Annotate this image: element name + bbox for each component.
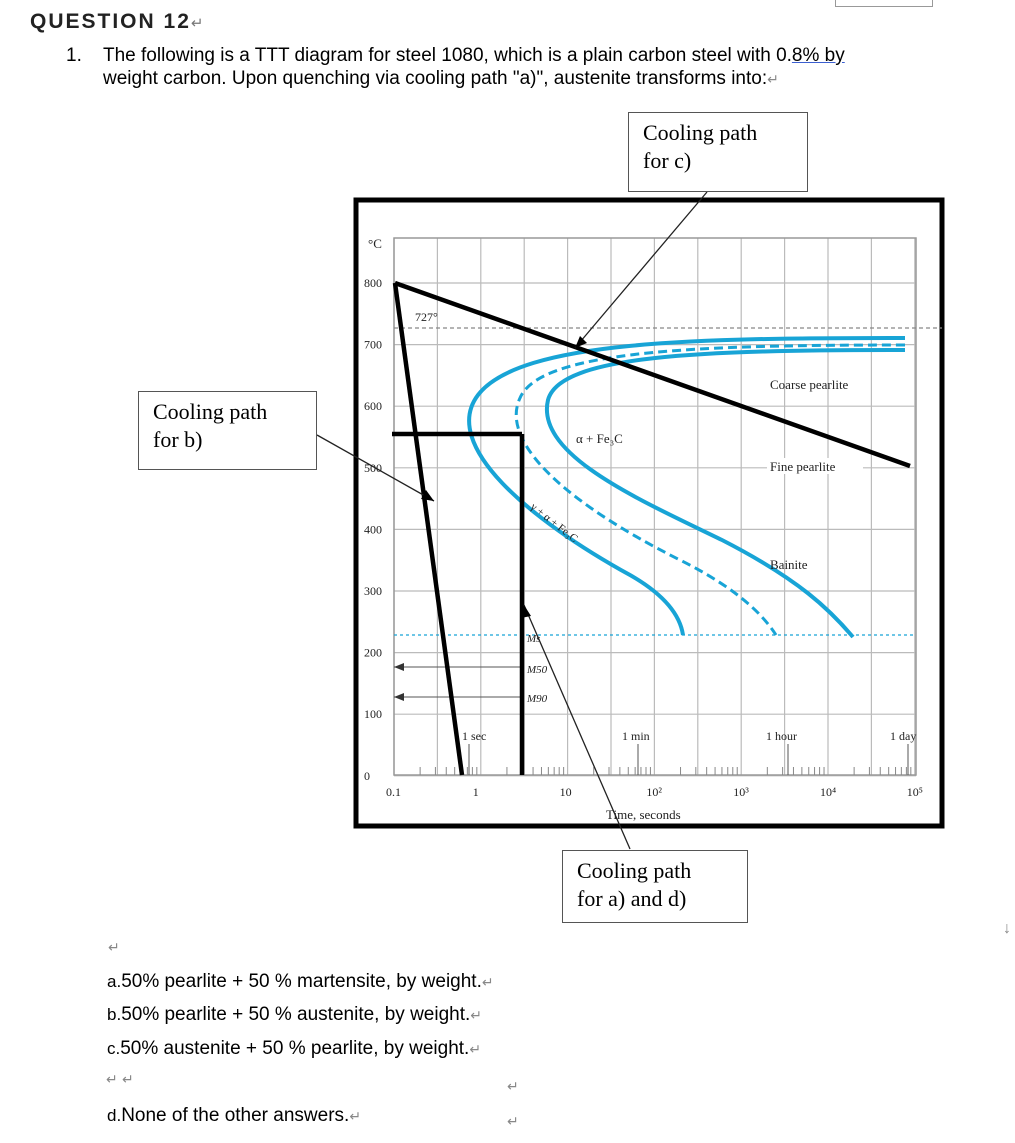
m90-label: M90 — [527, 693, 548, 705]
alpha-fe3c-label: α + Fe₃C — [576, 431, 623, 446]
y-tick-label: 800 — [364, 276, 382, 290]
question-number: 1. — [66, 45, 82, 66]
return-mark: ↵ — [190, 15, 204, 32]
label-path-c: Cooling path for c) — [628, 112, 808, 192]
x-tick-label: 1 — [472, 785, 479, 799]
y-tick-label: 700 — [364, 337, 382, 352]
y-tick-label: 0 — [364, 768, 370, 783]
y-unit-label: °C — [368, 236, 382, 251]
return-mark: ↵ — [507, 1113, 519, 1129]
x-tick-label: 10⁵ — [906, 785, 923, 799]
question-header: QUESTION 12↵ — [30, 10, 204, 33]
x-tick-label: 10⁴ — [820, 785, 837, 799]
y-tick-label: 600 — [364, 399, 382, 414]
m50-label: M50 — [527, 664, 548, 676]
question-text-underlined: 8% by — [791, 45, 845, 66]
question-text-line2: weight carbon. Upon quenching via cooling path "a)", austenite transforms into: — [103, 68, 768, 89]
option-a[interactable]: a.50% pearlite + 50 % martensite, by weight.↵ — [107, 971, 494, 992]
label-path-b: Cooling path for b) — [138, 391, 317, 470]
down-arrow-mark: ↓ — [1003, 920, 1011, 937]
x-tick-label: 10² — [646, 785, 663, 799]
return-mark: ↵ — [106, 1071, 118, 1087]
x-tick-label: 0.1 — [386, 785, 401, 799]
y-tick-label: 200 — [364, 645, 382, 660]
x-tick-label: 10 — [559, 785, 572, 799]
y-tick-label: 400 — [364, 522, 382, 537]
question-text-line1: The following is a TTT diagram for steel 1080, which is a plain carbon steel with 0. — [103, 45, 792, 66]
option-d[interactable]: d.None of the other answers.↵ — [107, 1105, 362, 1126]
y-tick-label: 500 — [364, 460, 382, 475]
x-axis-label: Time, seconds — [606, 807, 681, 822]
time-mark-sec: 1 sec — [462, 729, 487, 743]
option-c[interactable]: c.50% austenite + 50 % pearlite, by weight.↵ — [107, 1038, 482, 1059]
y-tick-label: 300 — [364, 584, 382, 598]
ms-label: Ms — [527, 633, 541, 645]
time-mark-hour: 1 hour — [766, 729, 797, 743]
x-tick-label: 10³ — [733, 785, 749, 799]
fine-pearlite-label: Fine pearlite — [770, 459, 836, 474]
return-mark: ↵ — [507, 1078, 519, 1094]
gamma-alpha-fe3c-label: γ + α + Fe₃C — [528, 500, 580, 545]
bainite-label: Bainite — [770, 557, 808, 572]
return-mark: ↵ — [122, 1071, 134, 1087]
eutectoid-label: 727° — [415, 310, 438, 324]
coarse-pearlite-label: Coarse pearlite — [770, 377, 849, 392]
time-mark-day: 1 day — [890, 729, 917, 743]
label-path-ad: Cooling path for a) and d) — [562, 850, 748, 923]
option-b[interactable]: b.50% pearlite + 50 % austenite, by weight.↵ — [107, 1004, 483, 1025]
return-mark: ↵ — [108, 939, 120, 955]
y-tick-label: 100 — [364, 707, 382, 722]
time-mark-min: 1 min — [622, 729, 650, 743]
